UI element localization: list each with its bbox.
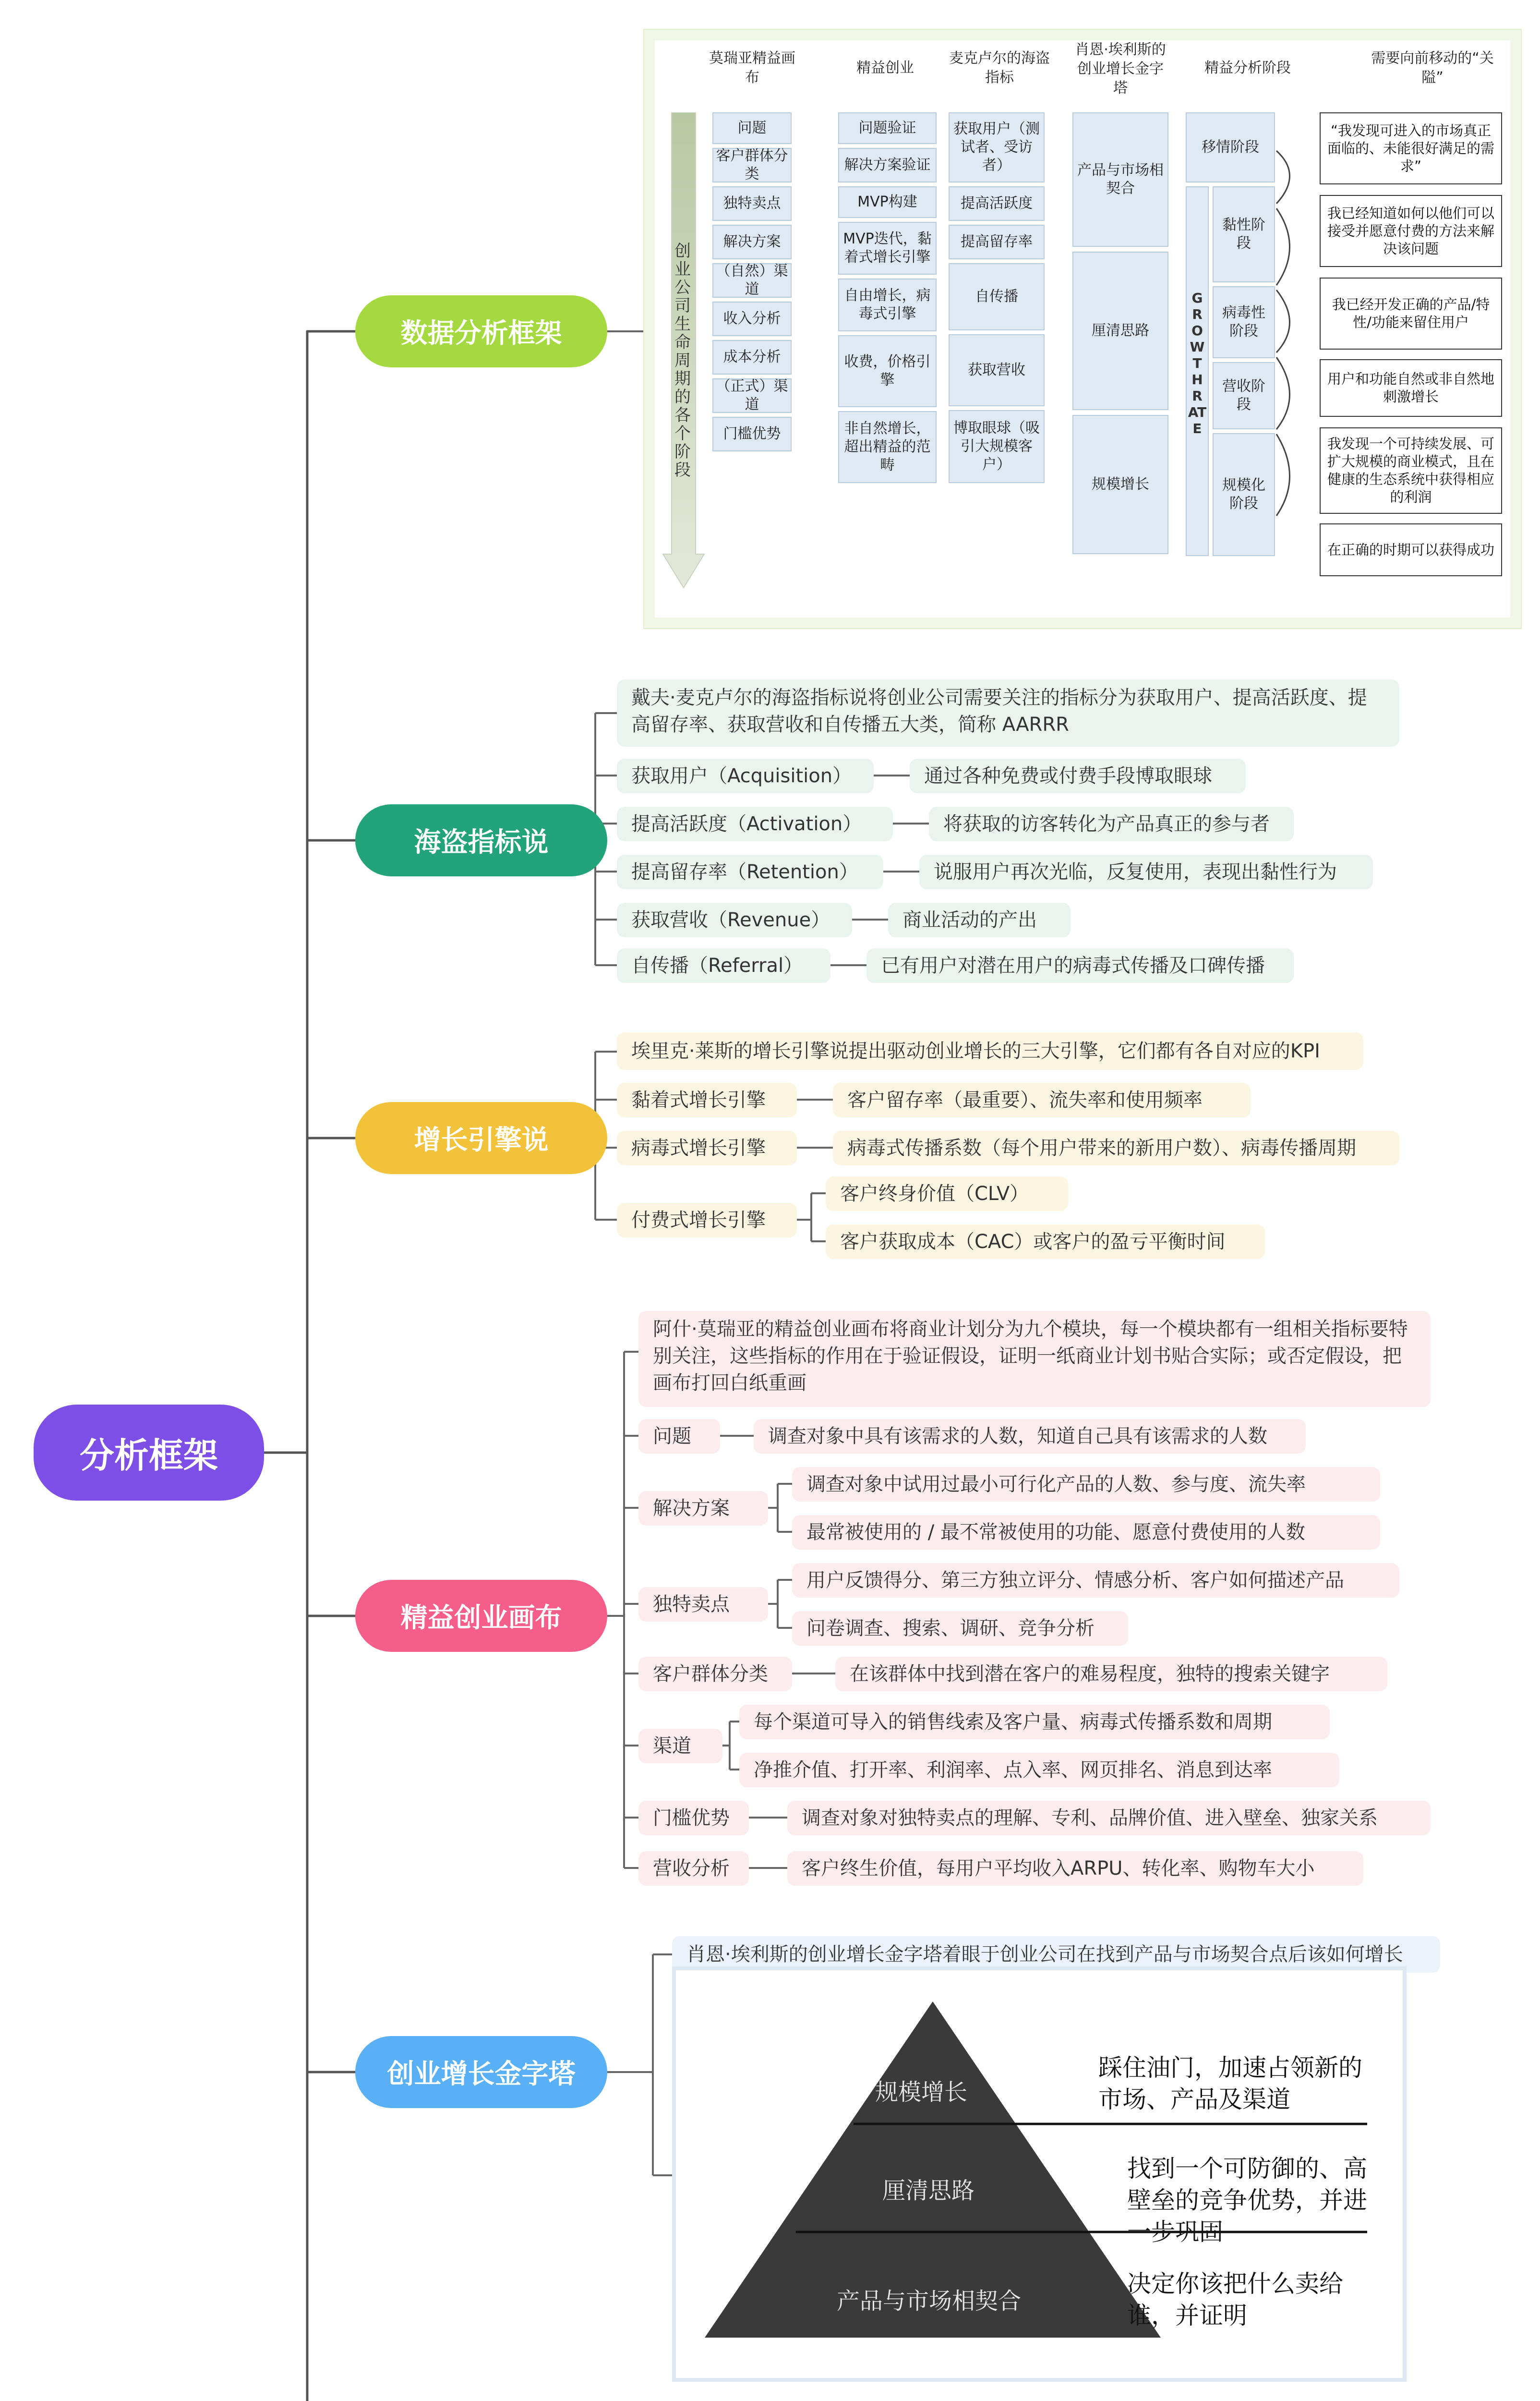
pirate-desc: 说服用户再次光临，反复使用，表现出黏性行为 — [919, 855, 1373, 889]
engine-item-viral[interactable]: 病毒式增长引擎 — [617, 1131, 797, 1165]
pyramid-level-fit: 产品与市场相契合 — [837, 2288, 1022, 2315]
canvas-desc: 调查对象中试用过最小可行化产品的人数、参与度、流失率 — [792, 1467, 1380, 1502]
table-header: 精益创业 — [856, 60, 914, 76]
canvas-desc: 在该群体中找到潜在客户的难易程度，独特的搜索关键字 — [835, 1657, 1387, 1691]
engine-desc: 客户留存率（最重要）、流失率和使用频率 — [833, 1083, 1251, 1117]
pyramid-intro: 肖恩·埃利斯的创业增长金字塔着眼于创业公司在找到产品与市场契合点后该如何增长 — [672, 1936, 1440, 1973]
canvas-desc: 客户终生价值，每用户平均收入ARPU、转化率、购物车大小 — [787, 1851, 1363, 1886]
gate-box: 在正确的时期可以获得成功 — [1320, 523, 1502, 576]
lean-cell: 非自然增长，超出精益的范畴 — [838, 411, 937, 483]
canvas-cell: 独特卖点 — [712, 186, 792, 221]
canvas-cell: （正式）渠道 — [712, 378, 792, 413]
branch-pirate-metrics[interactable]: 海盗指标说 — [355, 804, 607, 876]
pyramid-note: 踩住油门，加速占领新的市场、产品及渠道 — [1098, 2054, 1362, 2113]
pirate-desc: 商业活动的产出 — [888, 903, 1071, 937]
canvas-cell: 客户群体分类 — [712, 148, 792, 182]
lifecycle-table-image — [643, 29, 1522, 629]
canvas-cell: 成本分析 — [712, 340, 792, 375]
pirate-item-revenue[interactable]: 获取营收（Revenue） — [617, 903, 852, 937]
table-header: 莫瑞亚精益画布 — [709, 50, 795, 86]
engine-desc: 客户获取成本（CAC）或客户的盈亏平衡时间 — [826, 1225, 1265, 1259]
branch-lean-canvas[interactable]: 精益创业画布 — [355, 1580, 607, 1652]
canvas-cell: （自然）渠道 — [712, 263, 792, 298]
lifecycle-table — [655, 40, 1510, 618]
engine-item-paid[interactable]: 付费式增长引擎 — [617, 1203, 797, 1237]
table-header: 肖恩·埃利斯的创业增长金字塔 — [1075, 41, 1166, 97]
pirate-cell: 提高活跃度 — [949, 186, 1045, 221]
root-node[interactable]: 分析框架 — [34, 1405, 264, 1501]
branch-data-analysis-framework[interactable]: 数据分析框架 — [355, 295, 607, 367]
engine-intro: 埃里克·莱斯的增长引擎说提出驱动创业增长的三大引擎，它们都有各自对应的KPI — [617, 1032, 1363, 1070]
lean-cell: MVP构建 — [838, 186, 937, 218]
canvas-cell: 门槛优势 — [712, 417, 792, 451]
pyramid-level-clarify: 厘清思路 — [882, 2177, 975, 2204]
engine-desc: 病毒式传播系数（每个用户带来的新用户数）、病毒传播周期 — [833, 1131, 1399, 1165]
canvas-item-solution[interactable]: 解决方案 — [638, 1491, 768, 1526]
gate-box: 我已经开发正确的产品/特性/功能来留住用户 — [1320, 278, 1502, 350]
lean-cell: MVP迭代，黏着式增长引擎 — [838, 222, 937, 275]
canvas-item-usp[interactable]: 独特卖点 — [638, 1587, 768, 1622]
pirate-desc: 已有用户对潜在用户的病毒式传播及口碑传播 — [866, 948, 1294, 983]
gate-box: 我已经知道如何以他们可以接受并愿意付费的方法来解决该问题 — [1320, 195, 1502, 267]
canvas-item-channels[interactable]: 渠道 — [638, 1729, 722, 1763]
engine-desc: 客户终身价值（CLV） — [826, 1176, 1068, 1211]
stage-cell: 黏性阶段 — [1213, 186, 1275, 282]
canvas-desc: 最常被使用的 / 最不常被使用的功能、愿意付费使用的人数 — [792, 1515, 1380, 1550]
engine-item-sticky[interactable]: 黏着式增长引擎 — [617, 1083, 797, 1117]
growth-pyramid-image — [672, 1966, 1407, 2382]
canvas-item-segments[interactable]: 客户群体分类 — [638, 1657, 792, 1691]
canvas-desc: 调查对象对独特卖点的理解、专利、品牌价值、进入壁垒、独家关系 — [787, 1801, 1431, 1835]
pyramid-level-scale: 规模增长 — [875, 2079, 968, 2106]
lean-cell: 问题验证 — [838, 112, 937, 144]
canvas-desc: 用户反馈得分、第三方独立评分、情感分析、客户如何描述产品 — [792, 1563, 1399, 1598]
pyramid-note: 决定你该把什么卖给谁，并证明 — [1127, 2270, 1343, 2329]
pirate-intro: 戴夫·麦克卢尔的海盗指标说将创业公司需要关注的指标分为获取用户、提高活跃度、提高留存率、获取营收和自传播五大类，简称 AARRR — [617, 679, 1399, 747]
pirate-desc: 通过各种免费或付费手段博取眼球 — [910, 759, 1246, 793]
lean-cell: 解决方案验证 — [838, 148, 937, 182]
canvas-cell: 解决方案 — [712, 225, 792, 259]
stage-cell: 营收阶段 — [1213, 362, 1275, 429]
canvas-cell: 问题 — [712, 112, 792, 144]
canvas-item-revenue[interactable]: 营收分析 — [638, 1851, 749, 1886]
branch-growth-engine[interactable]: 增长引擎说 — [355, 1102, 607, 1174]
canvas-item-problem[interactable]: 问题 — [638, 1419, 720, 1454]
branch-growth-pyramid[interactable]: 创业增长金字塔 — [355, 2036, 607, 2108]
pyramid-cell: 厘清思路 — [1072, 252, 1168, 410]
pirate-item-retention[interactable]: 提高留存率（Retention） — [617, 855, 883, 889]
pirate-cell: 自传播 — [949, 263, 1045, 330]
canvas-item-moat[interactable]: 门槛优势 — [638, 1801, 749, 1835]
stage-cell: 病毒性阶段 — [1213, 286, 1275, 358]
pirate-item-activation[interactable]: 提高活跃度（Activation） — [617, 807, 893, 841]
table-header: 需要向前移动的“关隘” — [1371, 50, 1494, 86]
lean-cell: 收费，价格引擎 — [838, 335, 937, 407]
pirate-cell: 博取眼球（吸引大规模客户） — [949, 410, 1045, 483]
lifecycle-label: 创业公司生命周期的各个阶段 — [674, 242, 691, 480]
gate-box: “我发现可进入的市场真正面临的、未能很好满足的需求” — [1320, 112, 1502, 184]
lean-cell: 自由增长，病毒式引擎 — [838, 279, 937, 331]
pirate-item-acquisition[interactable]: 获取用户（Acquisition） — [617, 759, 874, 793]
pyramid-cell: 规模增长 — [1072, 415, 1168, 554]
canvas-cell: 收入分析 — [712, 302, 792, 336]
pirate-item-referral[interactable]: 自传播（Referral） — [617, 948, 830, 983]
gate-box: 用户和功能自然或非自然地刺激增长 — [1320, 359, 1502, 417]
table-header: 麦克卢尔的海盗指标 — [949, 50, 1050, 86]
pirate-cell: 提高留存率 — [949, 225, 1045, 259]
pirate-cell: 获取营收 — [949, 334, 1045, 406]
canvas-intro: 阿什·莫瑞亚的精益创业画布将商业计划分为九个模块，每一个模块都有一组相关指标要特别关注，这些指标的作用在于验证假设，证明一纸商业计划书贴合实际；或否定假设，把画布打回白纸重画 — [638, 1311, 1431, 1407]
stage-cell: 移情阶段 — [1186, 112, 1275, 182]
pirate-cell: 获取用户（测试者、受访者） — [949, 112, 1045, 182]
canvas-desc: 每个渠道可导入的销售线索及客户量、病毒式传播系数和周期 — [739, 1705, 1330, 1739]
stage-cell: 规模化阶段 — [1213, 433, 1275, 556]
growth-rate-label: GROWTH RATE — [1188, 290, 1207, 437]
canvas-desc: 调查对象中具有该需求的人数，知道自己具有该需求的人数 — [754, 1419, 1306, 1454]
canvas-desc: 净推介值、打开率、利润率、点入率、网页排名、消息到达率 — [739, 1753, 1339, 1787]
canvas-desc: 问卷调查、搜索、调研、竞争分析 — [792, 1611, 1128, 1646]
pirate-desc: 将获取的访客转化为产品真正的参与者 — [929, 807, 1294, 841]
pyramid-note: 找到一个可防御的、高壁垒的竞争优势，并进一步巩固 — [1127, 2155, 1367, 2246]
table-header: 精益分析阶段 — [1204, 60, 1291, 76]
pyramid-cell: 产品与市场相契合 — [1072, 112, 1168, 247]
gate-box: 我发现一个可持续发展、可扩大规模的商业模式，且在健康的生态系统中获得相应的利润 — [1320, 427, 1502, 514]
